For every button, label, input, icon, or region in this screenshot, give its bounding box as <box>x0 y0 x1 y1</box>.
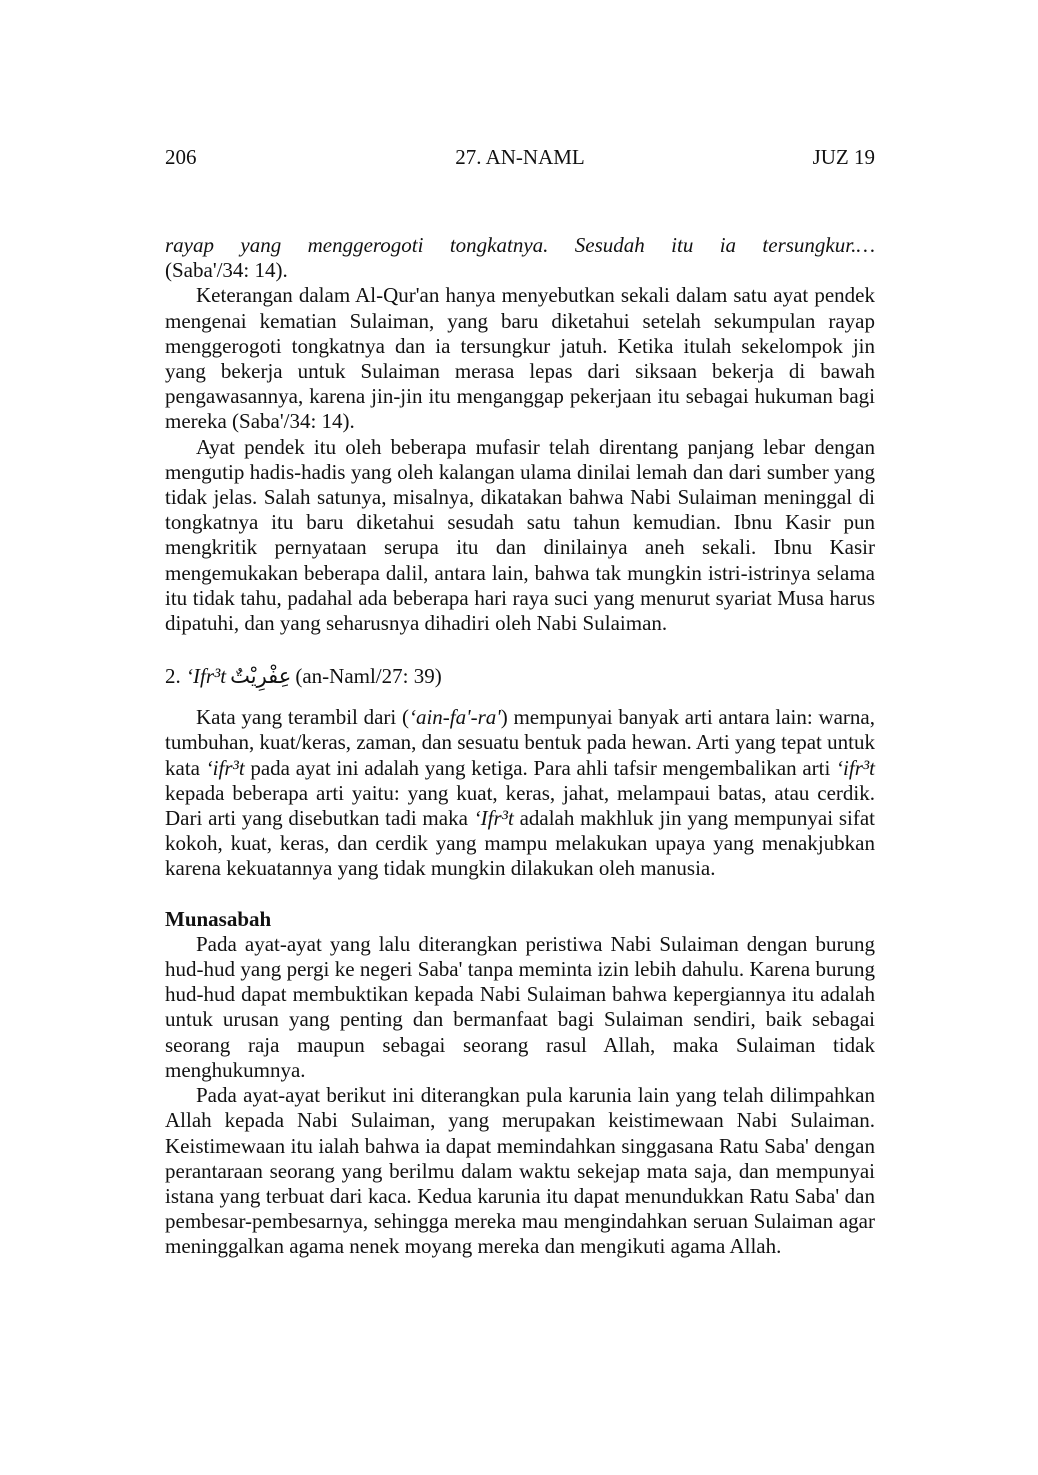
vocab-item-2-paragraph <box>165 705 875 881</box>
juz-label: JUZ 19 <box>812 145 875 169</box>
text-run: Kata yang terambil dari ( <box>196 705 409 730</box>
vocab-item-number: 2. <box>165 664 181 689</box>
section-title-munasabah: Munasabah <box>165 906 272 931</box>
running-header <box>165 145 875 175</box>
paragraph-2: Ayat pendek itu oleh beberapa mufasir telah direntang panjang lebar dengan mengutip hadis-hadis yang oleh kalangan ulama dinilai lemah dan dari sumber yang tidak jelas. Salah satunya, misalnya, dikatakan bahwa Nabi Sulaiman meninggal di tongkatnya itu baru diketahui sesudah satu tahun kemudian. Ibnu Kasir pun mengkritik pernyataan serupa itu dan dinilainya aneh sekali. Ibnu Kasir mengemukakan beberapa dalil, antara lain, bahwa tak mungkin istri-istrinya selama itu tidak tahu, padahal ada beberapa hari raya suci yang menurut syariat Musa harus dipatuhi, dan yang seharusnya dihadiri oleh Nabi Sulaiman. <box>165 434 875 636</box>
vocab-item-2 <box>165 661 875 691</box>
quote-continuation <box>165 233 875 258</box>
text-run: pada ayat ini adalah yang ketiga. Para ahli tafsir mengembalikan arti <box>244 755 837 780</box>
root-letters: ‘ain-fa'-ra' <box>408 705 501 730</box>
munasabah-paragraph-2: Pada ayat-ayat berikut ini diterangkan pula karunia lain yang telah dilimpahkan Allah kepada Nabi Sulaiman, yang merupakan keistimewaan Nabi Sulaiman. Keistimewaan itu ialah bahwa ia dapat memindahkan singgasana Ratu Saba' dengan perantaraan seorang yang berilmu dalam waktu sekejap mata saja, dan mempunyai istana yang terbuat dari kaca. Kedua karunia itu dapat menundukkan Ratu Saba' dan pembesar-pembesarnya, sehingga mereka mau mengindahkan seruan Sulaiman agar meninggalkan agama nenek moyang mereka dan mengikuti agama Allah. <box>165 1083 875 1259</box>
text-run: kepada beberapa arti yaitu: yang kuat, keras, jahat, melampaui batas, atau cerdik. Dari arti yang disebutkan tadi maka <box>165 780 875 831</box>
quote-italic-text: rayap yang menggerogoti tongkatnya. Sesudah itu ia tersungkur.… <box>165 233 875 257</box>
page-number: 206 <box>165 145 197 169</box>
vocab-item-reference: (an-Naml/27: 39) <box>295 664 442 689</box>
term-italic: ‘ifr³t <box>205 755 245 780</box>
body-text <box>165 233 875 1260</box>
vocab-item-term: ‘Ifr³t <box>186 664 227 689</box>
quote-reference-text: (Saba'/34: 14). <box>165 258 288 283</box>
text-run: ) mempunyai banyak arti antara lain: warna, tumbuhan, kuat/keras, zaman, dan sesuatu bentuk pada hewan. Arti yang tepat untuk kata <box>165 705 875 780</box>
paragraph-1: Keterangan dalam Al-Qur'an hanya menyebutkan sekali dalam satu ayat pendek mengenai kematian Sulaiman, yang baru diketahui setelah sekumpulan rayap menggerogoti tongkatnya dan ia tersungkur jatuh. Ketika itulah sekelompok jin yang bekerja untuk Sulaiman merasa lepas dari siksaan bekerja di bawah pengawasannya, karena jin-jin itu menganggap pekerjaan itu sebagai hukuman bagi mereka (Saba'/34: 14). <box>165 283 875 434</box>
vocab-item-arabic: عِفْرِيْتٌ <box>230 664 292 689</box>
term-italic: ‘ifr³t <box>836 755 875 780</box>
quote-reference <box>165 258 875 283</box>
text-run: adalah makhluk jin yang mempunyai sifat kokoh, kuat, keras, dan cerdik yang mampu melakukan upaya yang menakjubkan karena kekuatannya yang tidak mungkin dilakukan oleh manusia. <box>165 806 875 881</box>
term-italic: ‘Ifr³t <box>473 806 514 831</box>
munasabah-paragraph-1: Pada ayat-ayat yang lalu diterangkan peristiwa Nabi Sulaiman dengan burung hud-hud yang pergi ke negeri Saba' tanpa meminta izin lebih dahulu. Karena burung hud-hud dapat membuktikan kepada Nabi Sulaiman bahwa kepergiannya itu adalah untuk urusan yang penting dan bermanfaat bagi Sulaiman sendiri, baik sebagai seorang raja maupun sebagai seorang rasul Allah, maka Sulaiman tidak menghukumnya. <box>165 931 875 1082</box>
chapter-title: 27. AN-NAML <box>455 145 585 169</box>
